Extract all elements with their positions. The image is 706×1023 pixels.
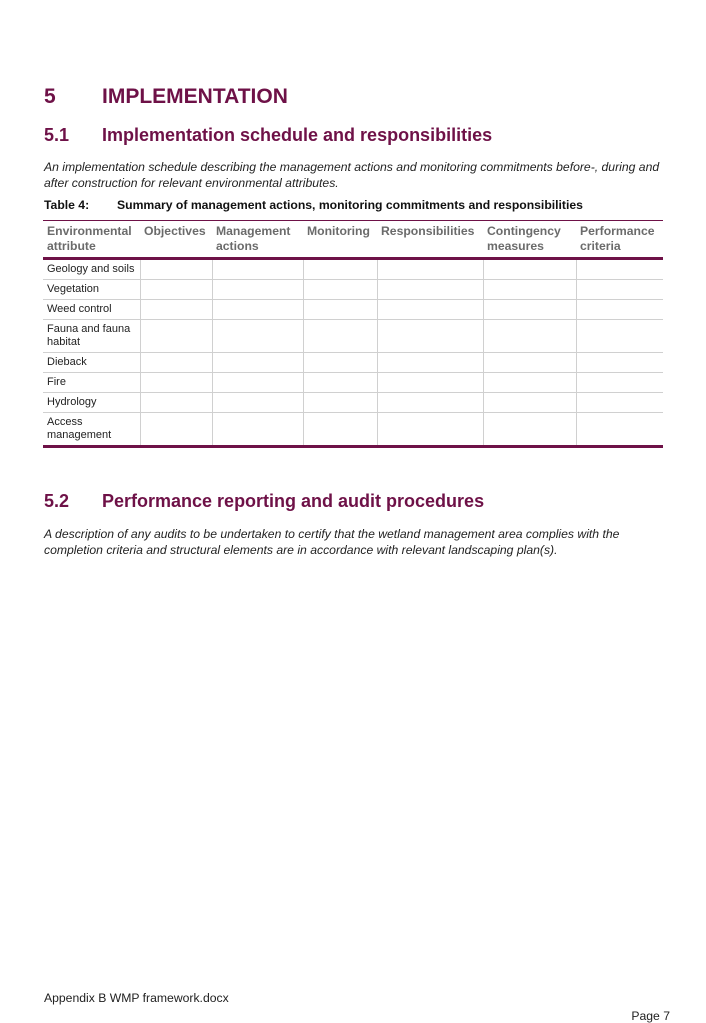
table-cell (212, 280, 303, 300)
table-cell (140, 300, 212, 320)
table-cell (483, 413, 576, 447)
subsection-intro-5-1: An implementation schedule describing the management actions and monitoring commitments before-, during and after construction for relevant environmental attributes. (44, 160, 660, 190)
table-row (43, 300, 663, 320)
table-row (43, 259, 663, 280)
table-cell (212, 320, 303, 353)
summary-table (43, 220, 663, 448)
subsection-heading-5-1 (44, 125, 492, 146)
table-cell (377, 300, 483, 320)
table-caption-title: Summary of management actions, monitoring commitments and responsibilities (117, 198, 583, 212)
table-cell (140, 259, 212, 280)
table-cell (303, 320, 377, 353)
table-cell (576, 393, 663, 413)
table-cell (303, 280, 377, 300)
subsection-number: 5.1 (44, 125, 70, 145)
table-cell (377, 353, 483, 373)
table-header-row (43, 221, 663, 259)
column-header: Management actions (212, 221, 303, 259)
subsection-intro-5-2: A description of any audits to be undertaken to certify that the wetland management area complies with the completion criteria and structural elements are in accordance with relevant landscaping plan(s). (44, 527, 620, 557)
table-cell (576, 300, 663, 320)
column-header: Monitoring (303, 221, 377, 259)
table-cell (140, 353, 212, 373)
table-cell (483, 280, 576, 300)
table-cell (303, 413, 377, 447)
table-cell (483, 353, 576, 373)
table-cell (377, 320, 483, 353)
table-cell (303, 393, 377, 413)
table-row (43, 413, 663, 447)
table-cell (303, 259, 377, 280)
column-header: Objectives (140, 221, 212, 259)
table-row (43, 393, 663, 413)
table-cell (576, 280, 663, 300)
table-cell (212, 353, 303, 373)
table-cell (303, 300, 377, 320)
table-cell (377, 259, 483, 280)
table-row (43, 373, 663, 393)
table-row (43, 353, 663, 373)
column-header: Responsibilities (377, 221, 483, 259)
subsection-number: 5.2 (44, 491, 70, 511)
subsection-title: Performance reporting and audit procedures (102, 491, 485, 511)
table-cell (303, 353, 377, 373)
column-header: Performance criteria (576, 221, 663, 259)
section-number: 5 (44, 85, 56, 108)
table-cell (483, 373, 576, 393)
section-heading (44, 85, 288, 109)
column-header: Contingency measures (483, 221, 576, 259)
table-cell (576, 353, 663, 373)
row-label: Dieback (43, 353, 140, 373)
table-caption (44, 198, 583, 212)
table-cell (377, 280, 483, 300)
table-cell (140, 320, 212, 353)
table-caption-number: Table 4: (44, 198, 90, 212)
table-cell (377, 393, 483, 413)
row-label: Fauna and fauna habitat (43, 320, 140, 353)
table-cell (212, 373, 303, 393)
table-cell (140, 393, 212, 413)
section-title: IMPLEMENTATION (102, 85, 288, 108)
subsection-title: Implementation schedule and responsibilities (102, 125, 493, 145)
row-label: Vegetation (43, 280, 140, 300)
table-cell (140, 373, 212, 393)
table-cell (483, 393, 576, 413)
row-label: Weed control (43, 300, 140, 320)
table-cell (576, 413, 663, 447)
table-cell (576, 320, 663, 353)
table-cell (483, 300, 576, 320)
table-cell (483, 320, 576, 353)
column-header: Environmental attribute (43, 221, 140, 259)
table-cell (576, 373, 663, 393)
table-row (43, 320, 663, 353)
table-cell (303, 373, 377, 393)
table-cell (212, 393, 303, 413)
table-cell (377, 373, 483, 393)
row-label: Fire (43, 373, 140, 393)
table-cell (483, 259, 576, 280)
table-cell (377, 413, 483, 447)
table-cell (140, 280, 212, 300)
table-cell (140, 413, 212, 447)
row-label: Hydrology (43, 393, 140, 413)
table-cell (212, 300, 303, 320)
footer-filename: Appendix B WMP framework.docx (44, 991, 229, 1005)
table-row (43, 280, 663, 300)
row-label: Access management (43, 413, 140, 447)
footer-page-number: Page 7 (631, 1009, 670, 1023)
table-cell (212, 413, 303, 447)
table-cell (576, 259, 663, 280)
row-label: Geology and soils (43, 259, 140, 280)
table-cell (212, 259, 303, 280)
subsection-heading-5-2 (44, 491, 484, 512)
